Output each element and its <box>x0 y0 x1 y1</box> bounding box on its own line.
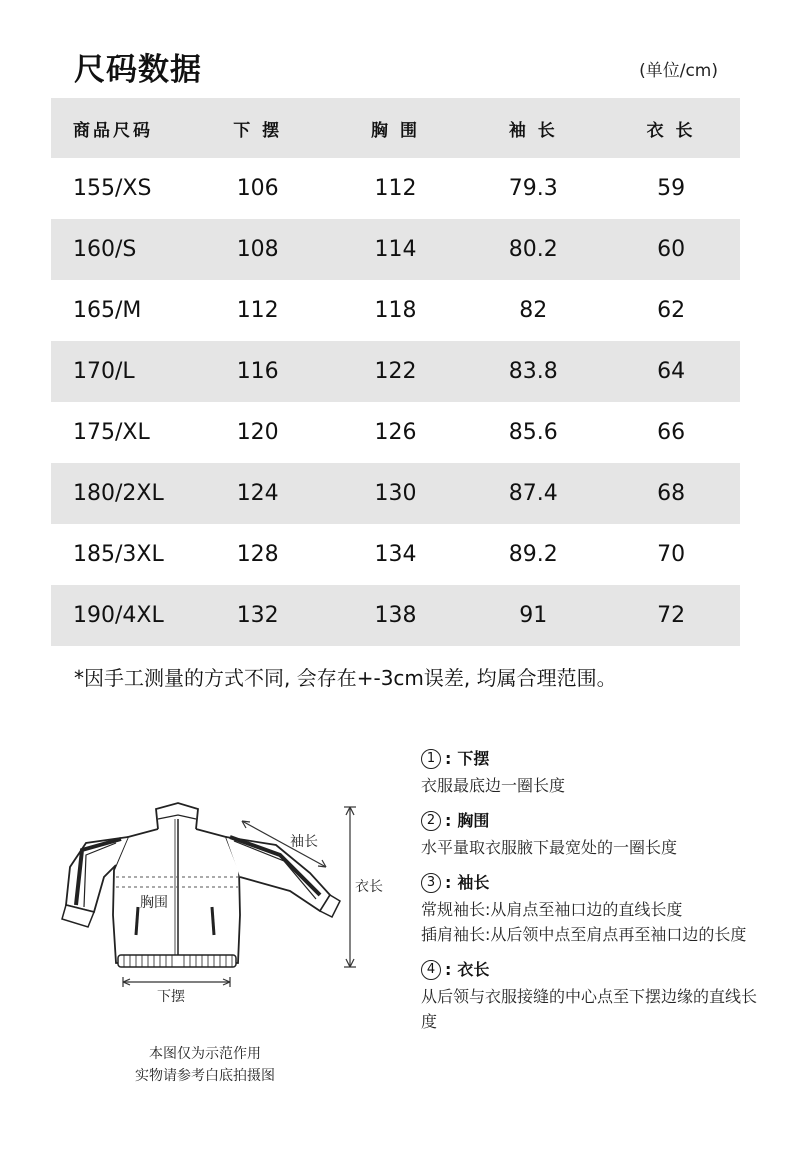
table-cell: 130 <box>327 463 465 524</box>
table-cell: 132 <box>189 585 327 646</box>
definition-title: 下摆 <box>457 749 490 768</box>
col-header-length: 衣 长 <box>602 98 740 158</box>
definition-item <box>421 810 761 860</box>
definition-title: 衣长 <box>457 960 490 979</box>
measurement-definitions <box>421 748 761 1046</box>
definition-heading <box>421 959 761 981</box>
definition-item <box>421 748 761 798</box>
definition-colon: : <box>445 811 452 830</box>
diagram-label-length: 衣长 <box>355 879 383 895</box>
circled-number-icon: 1 <box>421 749 441 769</box>
table-row <box>51 280 740 341</box>
table-cell: 60 <box>602 219 740 280</box>
table-cell: 64 <box>602 341 740 402</box>
caption-line: 实物请参考白底拍摄图 <box>135 1068 275 1084</box>
col-header-sleeve: 袖 长 <box>464 98 602 158</box>
definition-line <box>421 897 761 922</box>
definition-line <box>421 835 761 860</box>
col-header-chest: 胸 围 <box>327 98 465 158</box>
table-row <box>51 585 740 646</box>
table-cell: 79.3 <box>508 176 558 201</box>
table-cell: 59 <box>657 176 686 201</box>
definition-colon: : <box>445 749 452 768</box>
table-row <box>51 524 740 585</box>
definition-title: 胸围 <box>457 811 490 830</box>
definition-line-text: 从后领与衣服接缝的中心点至下摆边缘的直线长度 <box>421 987 758 1031</box>
diagram-caption <box>105 1043 305 1087</box>
jacket-body <box>113 829 240 963</box>
table-cell: 120 <box>236 420 279 445</box>
table-cell: 175/XL <box>73 420 150 445</box>
table-cell: 62 <box>657 298 686 323</box>
jacket-left-pocket <box>136 907 138 935</box>
table-cell: 155/XS <box>73 176 152 201</box>
diagram-label-hem: 下摆 <box>157 989 185 1005</box>
col-header-hem: 下 摆 <box>189 98 327 158</box>
definition-body <box>421 984 761 1034</box>
table-cell: 91 <box>464 585 602 646</box>
definition-body <box>421 835 761 860</box>
table-cell: 87.4 <box>464 463 602 524</box>
table-row <box>51 219 740 280</box>
definition-body <box>421 897 761 947</box>
measurement-note: *因手工测量的方式不同, 会存在+-3cm误差, 均属合理范围。 <box>74 666 617 690</box>
page-title: 尺码数据 <box>74 52 202 88</box>
diagram-label-sleeve: 袖长 <box>290 834 318 850</box>
table-cell: 112 <box>236 298 279 323</box>
table-cell: 70 <box>657 542 686 567</box>
table-cell: 122 <box>327 341 465 402</box>
table-cell: 80.2 <box>464 219 602 280</box>
table-header-row <box>51 98 740 158</box>
table-cell: 126 <box>374 420 417 445</box>
definition-heading <box>421 872 761 894</box>
definition-colon: : <box>445 873 452 892</box>
definition-colon: : <box>445 960 452 979</box>
definition-line-text: 衣服最底边一圈长度 <box>421 776 566 795</box>
table-cell: 108 <box>189 219 327 280</box>
table-cell: 112 <box>374 176 417 201</box>
col-header-size: 商品尺码 <box>51 98 189 158</box>
table-row <box>51 158 740 219</box>
table-cell: 180/2XL <box>51 463 189 524</box>
definition-line <box>421 773 761 798</box>
table-cell: 170/L <box>51 341 189 402</box>
circled-number-icon: 4 <box>421 960 441 980</box>
table-cell: 89.2 <box>508 542 558 567</box>
table-cell: 83.8 <box>464 341 602 402</box>
table-cell: 185/3XL <box>73 542 164 567</box>
circled-number-icon: 3 <box>421 873 441 893</box>
size-table <box>51 98 740 646</box>
definition-item <box>421 872 761 947</box>
definition-item <box>421 959 761 1034</box>
table-cell: 165/M <box>73 298 142 323</box>
diagram-label-chest: 胸围 <box>140 895 168 911</box>
table-cell: 82 <box>519 298 548 323</box>
caption-line: 本图仅为示范作用 <box>149 1046 261 1062</box>
table-row <box>51 402 740 463</box>
definition-line <box>421 984 761 1034</box>
table-row <box>51 341 740 402</box>
table-cell: 118 <box>374 298 417 323</box>
table-cell: 66 <box>657 420 686 445</box>
jacket-right-pocket <box>212 907 214 935</box>
table-cell: 190/4XL <box>51 585 189 646</box>
table-cell: 138 <box>327 585 465 646</box>
definition-body <box>421 773 761 798</box>
table-cell: 68 <box>602 463 740 524</box>
table-row <box>51 463 740 524</box>
circled-number-icon: 2 <box>421 811 441 831</box>
definition-line-label: 插肩袖长: <box>421 925 491 944</box>
table-cell: 114 <box>327 219 465 280</box>
definition-line-text: 从肩点至袖口边的直线长度 <box>490 900 683 919</box>
table-cell: 128 <box>236 542 279 567</box>
definition-heading <box>421 810 761 832</box>
table-cell: 85.6 <box>508 420 558 445</box>
definition-heading <box>421 748 761 770</box>
table-cell: 160/S <box>51 219 189 280</box>
definition-line-label: 常规袖长: <box>421 900 491 919</box>
table-cell: 116 <box>189 341 327 402</box>
definition-line-text: 水平量取衣服腋下最宽处的一圈长度 <box>421 838 678 857</box>
table-cell: 134 <box>374 542 417 567</box>
table-cell: 72 <box>602 585 740 646</box>
jacket-diagram <box>58 795 388 1015</box>
jacket-collar <box>156 803 198 829</box>
table-cell: 106 <box>236 176 279 201</box>
table-cell: 124 <box>189 463 327 524</box>
unit-label: (单位/cm) <box>639 61 718 81</box>
definition-line <box>421 922 761 947</box>
definition-line-text: 从后领中点至肩点再至袖口边的长度 <box>490 925 747 944</box>
definition-title: 袖长 <box>457 873 490 892</box>
